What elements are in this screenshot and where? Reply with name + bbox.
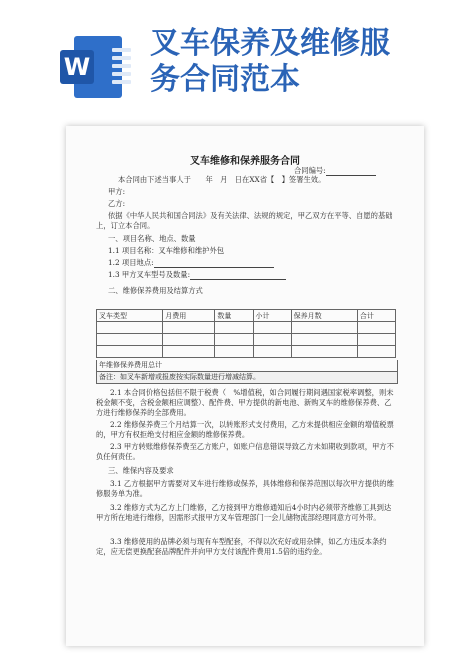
table-cell [291, 322, 357, 334]
item-1-1: 1.1 项目名称：叉车维修和维护外包 [108, 246, 225, 255]
table-cell [215, 346, 253, 358]
contract-title: 叉车维修和保养服务合同 [190, 156, 300, 167]
paragraph-2-3: 2.3 甲方转账维修保养费至乙方账户，如账户信息错误导致乙方未如期收到款项，甲方不负任何责任。 [96, 442, 394, 461]
document-page [66, 126, 424, 646]
table-cell [253, 322, 291, 334]
item-1-2 [108, 258, 274, 268]
section-1-heading: 一、项目名称、地点、数量 [108, 234, 196, 243]
word-w-badge: W [60, 50, 94, 84]
intro-paragraph: 依据《中华人民共和国合同法》及有关法律、法规的规定，甲乙双方在平等、自愿的基础上，订立本合同。 [96, 211, 393, 230]
contract-number-blank [326, 167, 376, 176]
table-cell [163, 346, 215, 358]
table-cell [357, 322, 395, 334]
table-cell [97, 346, 163, 358]
table-cell [97, 322, 163, 334]
table-header-cell: 小计 [253, 310, 291, 322]
table-note-row: 备注：如叉车新增或报废按实际数量进行增减结算。 [96, 372, 398, 384]
table-cell [253, 334, 291, 346]
contract-number-text: 合同编号: [294, 166, 326, 175]
signing-line: 本合同由下述当事人于 年 月 日在XX省【 】签署生效。 [118, 175, 326, 184]
paragraph-3-2: 3.2 维修方式为乙方上门维修，乙方接到甲方维修通知后4小时内必须带齐维修工具到达甲方所在地进行维修，因需形式报甲方叉车管理部门一会儿储物流部经理同意方可外带。 [96, 503, 392, 522]
fee-table [96, 309, 396, 358]
item-1-3-text: 1.3 甲方叉车型号及数量: [108, 270, 191, 279]
table-cell [163, 322, 215, 334]
table-cell [357, 334, 395, 346]
paragraph-2-1: 2.1 本合同价格包括但不限于税费（ %增值税，如合同履行期间遇国家税率调整，则未税金额不变，含税金额相应调整）、配件费、甲方提供的新电池、新购叉车的维修保养费、乙方进行维修保养的全部费用。 [96, 388, 394, 417]
text-line-icon [112, 72, 131, 76]
text-line-icon [112, 64, 131, 68]
banner-title-line1: 叉车保养及维修服 [150, 26, 390, 61]
table-header-row [97, 310, 396, 322]
table-header-cell: 数量 [215, 310, 253, 322]
table-cell [215, 322, 253, 334]
section-2-heading: 二、维修保养费用及结算方式 [108, 286, 203, 295]
item-1-2-text: 1.2 项目地点: [108, 258, 154, 267]
party-a-label: 甲方: [108, 187, 126, 196]
text-line-icon [112, 56, 131, 60]
table-cell [253, 346, 291, 358]
banner-title [150, 26, 470, 98]
text-line-icon [112, 48, 131, 52]
table-header-cell: 保养月数 [291, 310, 357, 322]
paragraph-3-3: 3.3 维修使用的品牌必须与现有车型配套，不得以次充好或用杂牌，如乙方违反本条约定，应无偿更换配套品牌配件并向甲方支付该配件费用1.5倍的违约金。 [96, 537, 387, 556]
table-cell [357, 346, 395, 358]
table-header-cell: 合计 [357, 310, 395, 322]
paragraph-3-1: 3.1 乙方根据甲方需要对叉车进行维修或保养，具体维修和保养范围以每次甲方提供的维修服务单为准。 [96, 479, 394, 498]
item-1-2-blank [154, 259, 274, 268]
word-document-icon [60, 36, 128, 98]
document-banner [0, 0, 474, 118]
text-line-icon [112, 80, 131, 84]
table-cell [215, 334, 253, 346]
table-row [97, 322, 396, 334]
table-row [97, 334, 396, 346]
item-1-3-blank [190, 271, 286, 280]
section-3-heading: 三、维保内容及要求 [108, 466, 174, 475]
table-cell [97, 334, 163, 346]
party-b-label: 乙方: [108, 199, 126, 208]
table-total-row: 年维修保养费用总计 [96, 360, 398, 372]
table-cell [291, 334, 357, 346]
table-row [97, 346, 396, 358]
table-cell [163, 334, 215, 346]
table-header-cell: 月费用 [163, 310, 215, 322]
table-header-cell: 叉车类型 [97, 310, 163, 322]
item-1-3 [108, 270, 286, 280]
banner-title-line2: 务合同范本 [150, 62, 300, 97]
table-cell [291, 346, 357, 358]
paragraph-2-2: 2.2 维修保养费三个月结算一次，以转账形式支付费用，乙方未提供相应金额的增值税票的，甲方有权拒绝支付相应金额的维修保养费。 [96, 420, 394, 439]
